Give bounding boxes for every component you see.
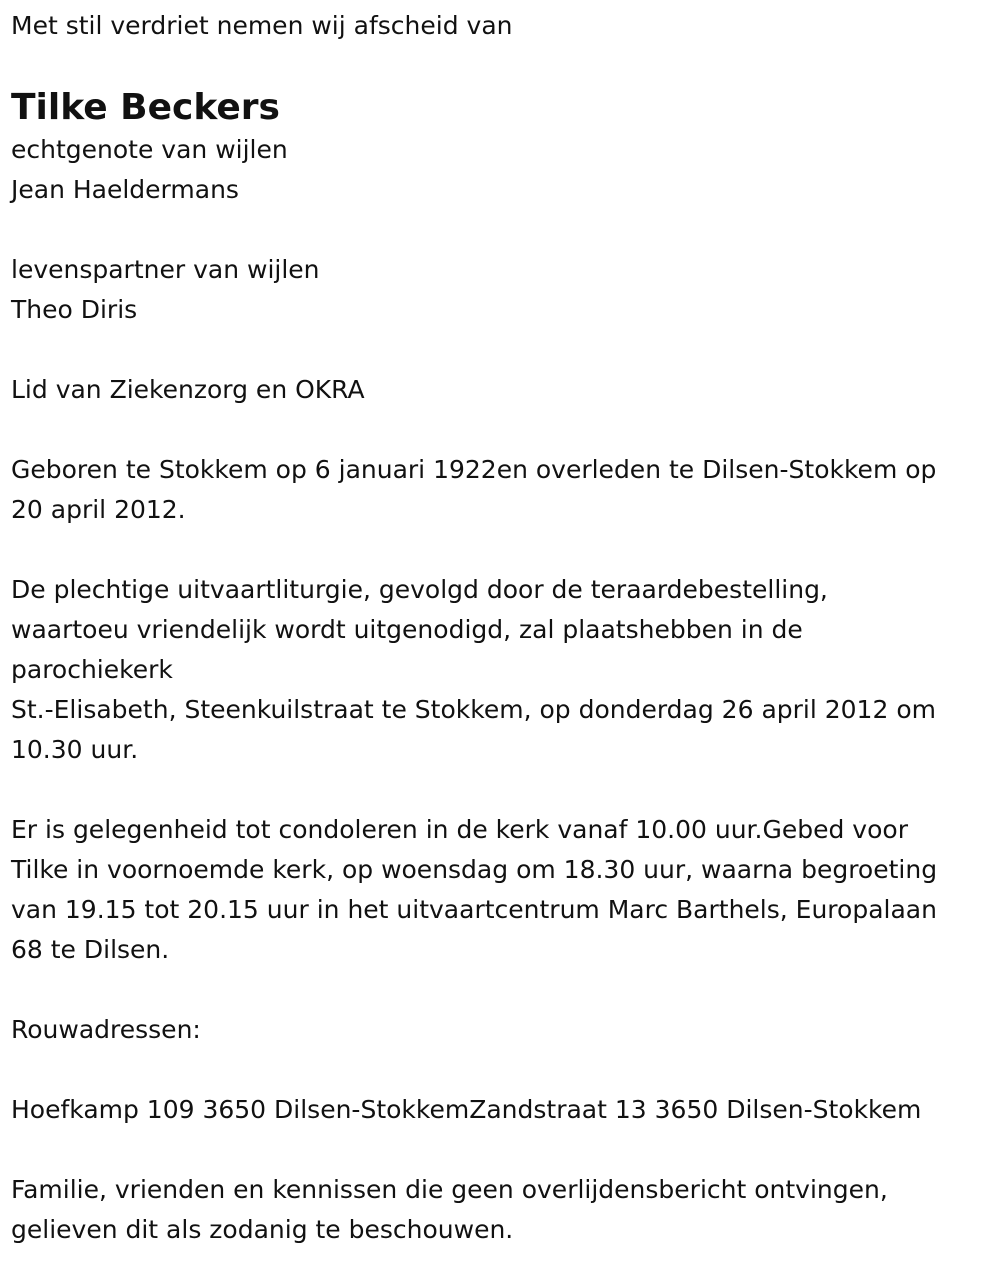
closing-line-2: gelieven dit als zodanig te beschouwen. bbox=[11, 1215, 514, 1244]
funeral-line-2: waartoeu vriendelijk wordt uitgenodigd, zal plaatshebben in de bbox=[11, 615, 803, 644]
condolence-line-1: Er is gelegenheid tot condoleren in de kerk vanaf 10.00 uur.Gebed voor bbox=[11, 815, 908, 844]
condolence-line-2: Tilke in voornoemde kerk, op woensdag om 18.30 uur, waarna begroeting bbox=[11, 855, 938, 884]
spacer bbox=[11, 1130, 996, 1170]
spacer bbox=[11, 770, 996, 810]
addresses-text: Hoefkamp 109 3650 Dilsen-StokkemZandstraat 13 3650 Dilsen-Stokkem bbox=[11, 1095, 922, 1124]
partner-line-1: levenspartner van wijlen bbox=[11, 255, 320, 284]
funeral-line-1: De plechtige uitvaartliturgie, gevolgd door de teraardebestelling, bbox=[11, 575, 828, 604]
funeral-line-4: St.-Elisabeth, Steenkuilstraat te Stokkem, op donderdag 26 april 2012 om bbox=[11, 695, 936, 724]
membership-text: Lid van Ziekenzorg en OKRA bbox=[11, 375, 365, 404]
funeral-line-3: parochiekerk bbox=[11, 655, 173, 684]
obituary-document bbox=[11, 6, 996, 1250]
spouse-line-1: echtgenote van wijlen bbox=[11, 135, 288, 164]
spacer bbox=[11, 330, 996, 370]
condolence-line-4: 68 te Dilsen. bbox=[11, 935, 170, 964]
spouse-line-2: Jean Haeldermans bbox=[11, 175, 239, 204]
addresses-label: Rouwadressen: bbox=[11, 1015, 201, 1044]
intro-text: Met stil verdriet nemen wij afscheid van bbox=[11, 11, 513, 40]
condolence-line-3: van 19.15 tot 20.15 uur in het uitvaartcentrum Marc Barthels, Europalaan bbox=[11, 895, 937, 924]
deceased-name: Tilke Beckers bbox=[11, 87, 280, 128]
spacer bbox=[11, 530, 996, 570]
spacer bbox=[11, 410, 996, 450]
birth-death-line-2: 20 april 2012. bbox=[11, 495, 186, 524]
funeral-line-5: 10.30 uur. bbox=[11, 735, 139, 764]
spacer bbox=[11, 1050, 996, 1090]
spacer bbox=[11, 970, 996, 1010]
birth-death-line-1: Geboren te Stokkem op 6 januari 1922en overleden te Dilsen-Stokkem op bbox=[11, 455, 937, 484]
closing-line-1: Familie, vrienden en kennissen die geen overlijdensbericht ontvingen, bbox=[11, 1175, 888, 1204]
spacer bbox=[11, 210, 996, 250]
partner-line-2: Theo Diris bbox=[11, 295, 138, 324]
